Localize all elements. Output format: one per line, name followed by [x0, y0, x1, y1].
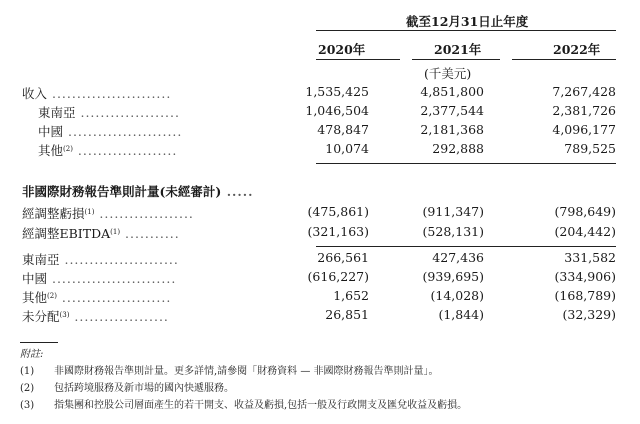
revenue-other-note: (2): [63, 145, 73, 153]
seg-other-note: (2): [47, 292, 57, 300]
period-header: 截至12月31日止年度: [406, 14, 529, 29]
seg-sea-2022: 331,582: [564, 250, 616, 265]
revenue-china-row: 中國 ....................... 478,847 2,181,368 4,096,177: [38, 122, 616, 139]
revenue-other-2020: 10,074: [325, 141, 369, 156]
note-3-text: 指集團和控股公司層面產生的若干開支、收益及虧損,包括一般及行政開支及匯兌收益及虧損。: [54, 400, 468, 411]
notes-title: 附註:: [20, 349, 44, 360]
ebitda-rule: [316, 246, 616, 247]
seg-unalloc-row: 未分配$^{(3)}$ ................... 26,851 (1,844) (32,329): [22, 307, 616, 324]
revenue-sea-2021: 2,377,544: [420, 103, 484, 118]
revenue-china-2021: 2,181,368: [420, 122, 484, 137]
seg-other-row: 其他$^{(2)}$ ...................... 1,652 (14,028) (168,789): [22, 288, 616, 305]
note-1-text: 非國際財務報告準則計量。更多詳情,請參閱「財務資料 — 非國際財務報告準則計量」。: [54, 366, 439, 377]
adj-ebitda-2020: (321,163): [307, 224, 369, 239]
revenue-other-2021: 292,888: [432, 141, 484, 156]
revenue-2020: 1,535,425: [305, 84, 369, 99]
revenue-china-2020: 478,847: [317, 122, 369, 137]
year-rule-2021: [412, 59, 500, 60]
seg-other-2022: (168,789): [554, 288, 616, 303]
revenue-2021: 4,851,800: [420, 84, 484, 99]
note-1: [20, 363, 467, 380]
seg-sea-label: 東南亞: [22, 252, 60, 267]
seg-unalloc-2022: (32,329): [562, 307, 616, 322]
seg-unalloc-2021: (1,844): [438, 307, 484, 322]
year-rule-2022: [512, 59, 616, 60]
seg-china-label: 中國: [22, 271, 48, 286]
adj-loss-2022: (798,649): [554, 204, 616, 219]
seg-china-2022: (334,906): [554, 269, 616, 284]
revenue-china-label: 中國: [38, 124, 64, 139]
adj-loss-label: 經調整虧損: [22, 206, 85, 221]
revenue-other-row: 其他$^{(2)}$ .................... 10,074 292,888 789,525: [38, 141, 616, 158]
year-2021: 2021年: [434, 42, 482, 57]
revenue-rule: [316, 163, 616, 164]
adj-ebitda-2021: (528,131): [422, 224, 484, 239]
revenue-2022: 7,267,428: [552, 84, 616, 99]
adj-ebitda-note: (1): [110, 228, 121, 236]
revenue-sea-2020: 1,046,504: [305, 103, 369, 118]
adj-ebitda-row: 經調整EBITDA$^{(1)}$ ........... (321,163) (528,131) (204,442): [22, 224, 616, 241]
seg-sea-2020: 266,561: [317, 250, 369, 265]
note-1-num: (1): [20, 366, 35, 377]
adj-ebitda-2022: (204,442): [554, 224, 616, 239]
header-rule: [316, 30, 616, 31]
adj-ebitda-label: 經調整EBITDA: [22, 226, 111, 241]
year-2022: 2022年: [553, 42, 601, 57]
revenue-label: 收入: [22, 86, 48, 101]
note-3: [20, 397, 467, 414]
seg-unalloc-2020: 26,851: [325, 307, 369, 322]
revenue-sea-row: 東南亞 .................... 1,046,504 2,377,544 2,381,726: [38, 103, 616, 120]
notes-rule: [20, 342, 58, 343]
year-rule-2020: [316, 59, 400, 60]
note-3-num: (3): [20, 400, 35, 411]
adj-loss-2020: (475,861): [307, 204, 369, 219]
seg-unalloc-note: (3): [59, 311, 70, 319]
seg-china-2020: (616,227): [307, 269, 369, 284]
revenue-sea-2022: 2,381,726: [552, 103, 616, 118]
note-2-num: (2): [20, 383, 35, 394]
seg-unalloc-label: 未分配: [22, 309, 60, 324]
adj-loss-note: (1): [84, 208, 95, 216]
seg-sea-row: 東南亞 ....................... 266,561 427,436 331,582: [22, 250, 616, 267]
unit-label: (千美元): [424, 66, 472, 81]
non-ifrs-title-row: 非國際財務報告準則計量(未經審計) .....: [22, 184, 254, 199]
seg-sea-2021: 427,436: [432, 250, 484, 265]
revenue-china-2022: 4,096,177: [552, 122, 616, 137]
revenue-row: 收入 ........................ 1,535,425 4,851,800 7,267,428: [22, 84, 616, 101]
seg-china-2021: (939,695): [422, 269, 484, 284]
note-2: [20, 380, 467, 397]
non-ifrs-title: 非國際財務報告準則計量(未經審計): [22, 184, 222, 199]
adj-loss-2021: (911,347): [422, 204, 484, 219]
year-2020: 2020年: [318, 42, 366, 57]
seg-china-row: 中國 ......................... (616,227) (939,695) (334,906): [22, 269, 616, 286]
revenue-sea-label: 東南亞: [38, 105, 76, 120]
revenue-other-label: 其他: [38, 143, 64, 158]
adj-loss-row: 經調整虧損$^{(1)}$ ................... (475,861) (911,347) (798,649): [22, 204, 616, 221]
seg-other-label: 其他: [22, 290, 48, 305]
note-2-text: 包括跨境服務及新市場的國內快遞服務。: [54, 383, 234, 394]
notes: [20, 346, 467, 414]
seg-other-2021: (14,028): [430, 288, 484, 303]
seg-other-2020: 1,652: [333, 288, 369, 303]
revenue-other-2022: 789,525: [564, 141, 616, 156]
